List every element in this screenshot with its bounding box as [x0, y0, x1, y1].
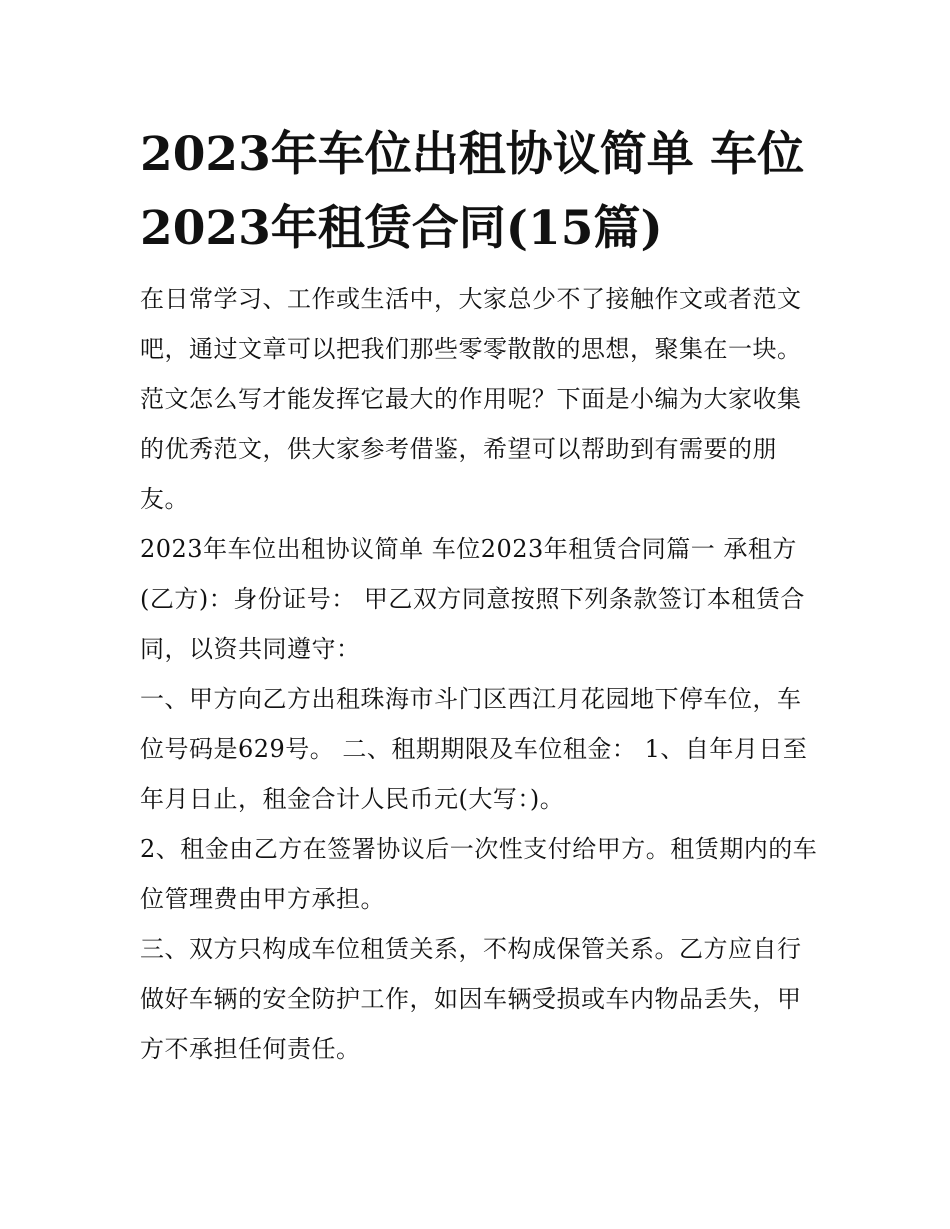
paragraph-intro: 在日常学习、工作或生活中，大家总少不了接触作文或者范文吧，通过文章可以把我们那些零零散散的思想，聚集在一块。范文怎么写才能发挥它最大的作用呢？下面是小编为大家收集的优秀范文，供大家参考借鉴，希望可以帮助到有需要的朋友。	[140, 285, 802, 513]
document-page	[140, 118, 820, 1074]
paragraph-clause-3: 三、双方只构成车位租赁关系，不构成保管关系。乙方应自行做好车辆的安全防护工作，如因车辆受损或车内物品丢失，甲方不承担任何责任。	[140, 935, 802, 1063]
paragraph-contract-intro: 2023年车位出租协议简单 车位2023年租赁合同篇一 承租方(乙方)：身份证号： 甲乙双方同意按照下列条款签订本租赁合同，以资共同遵守：	[140, 535, 805, 663]
paragraph-clause-2: 2、租金由乙方在签署协议后一次性支付给甲方。租赁期内的车位管理费由甲方承担。	[140, 835, 818, 913]
paragraph-clause-1: 一、甲方向乙方出租珠海市斗门区西江月花园地下停车位，车位号码是629号。 二、租期期限及车位租金： 1、自年月日至年月日止，租金合计人民币元(大写：)。	[140, 685, 808, 813]
document-title: 2023年车位出租协议简单 车位2023年租赁合同(15篇)	[140, 127, 805, 256]
